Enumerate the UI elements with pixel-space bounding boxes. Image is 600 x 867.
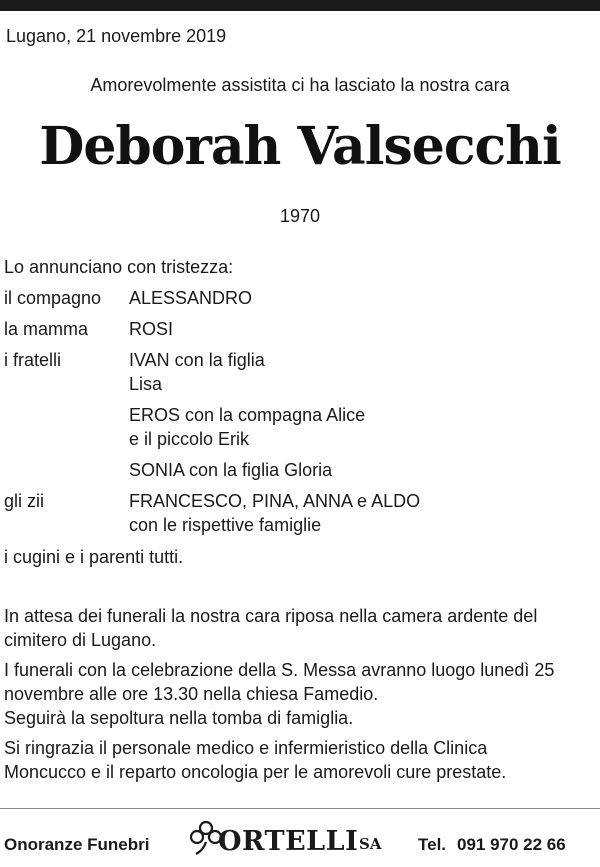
member-line: ALESSANDRO xyxy=(129,288,253,308)
relative-member xyxy=(129,348,420,396)
paragraph-line: In attesa dei funerali la nostra cara riposa nella camera ardente del xyxy=(4,606,538,626)
bottom-rule xyxy=(0,808,600,809)
paragraph-line: I funerali con la celebrazione della S. Messa avranno luogo lunedì 25 xyxy=(4,660,555,680)
member-line: EROS con la compagna Alice xyxy=(129,405,366,425)
relative-members xyxy=(129,317,420,341)
relation-label: la mamma xyxy=(4,319,89,339)
relative-row xyxy=(4,348,420,482)
birth-year: 1970 xyxy=(279,206,321,226)
logo-suffix: SA xyxy=(359,835,382,853)
relative-members xyxy=(129,489,420,537)
paragraph-line: Seguirà la sepoltura nella tomba di famiglia. xyxy=(4,708,354,728)
relative-members xyxy=(129,348,420,482)
family-list xyxy=(4,286,420,544)
member-line: con le rispettive famiglie xyxy=(129,515,322,535)
mourners-closing: i cugini e i parenti tutti. xyxy=(4,547,184,567)
relation-label: i fratelli xyxy=(4,350,62,370)
footer xyxy=(0,820,600,860)
paragraph-line: Si ringrazia il personale medico e infermieristico della Clinica xyxy=(4,738,488,758)
deceased-name: Deborah Valsecchi xyxy=(39,116,561,177)
relation-label: il compagno xyxy=(4,288,102,308)
place-date: Lugano, 21 novembre 2019 xyxy=(6,26,227,46)
notice-paragraphs xyxy=(4,604,596,790)
notice-paragraph xyxy=(4,736,596,784)
footer-label: Onoranze Funebri xyxy=(4,835,150,854)
paragraph-line: cimitero di Lugano. xyxy=(4,630,157,650)
relative-member xyxy=(129,489,420,537)
relative-members xyxy=(129,286,420,310)
relative-row xyxy=(4,489,420,537)
member-line: SONIA con la figlia Gloria xyxy=(129,460,333,480)
member-line: e il piccolo Erik xyxy=(129,429,250,449)
paragraph-line: Moncucco e il reparto oncologia per le amorevoli cure prestate. xyxy=(4,762,507,782)
relative-row xyxy=(4,286,420,310)
announcement-intro: Amorevolmente assistita ci ha lasciato la nostra cara xyxy=(90,75,510,95)
phone-number: 091 970 22 66 xyxy=(457,835,566,854)
paragraph-line: novembre alle ore 13.30 nella chiesa Famedio. xyxy=(4,684,379,704)
phone-label: Tel. xyxy=(418,835,447,854)
relative-member xyxy=(129,286,420,310)
member-line: ROSI xyxy=(129,319,174,339)
member-line: FRANCESCO, PINA, ANNA e ALDO xyxy=(129,491,421,511)
funeral-home-logo xyxy=(188,820,398,860)
mourners-intro: Lo annunciano con tristezza: xyxy=(4,257,234,277)
member-line: Lisa xyxy=(129,374,163,394)
top-rule xyxy=(0,0,600,11)
notice-paragraph xyxy=(4,604,596,652)
relative-member xyxy=(129,403,420,451)
relation-label: gli zii xyxy=(4,491,45,511)
relative-member xyxy=(129,317,420,341)
notice-paragraph xyxy=(4,658,596,730)
relative-row xyxy=(4,317,420,341)
member-line: IVAN con la figlia xyxy=(129,350,265,370)
logo-name: ORTELLI xyxy=(218,826,359,857)
relative-member xyxy=(129,458,420,482)
